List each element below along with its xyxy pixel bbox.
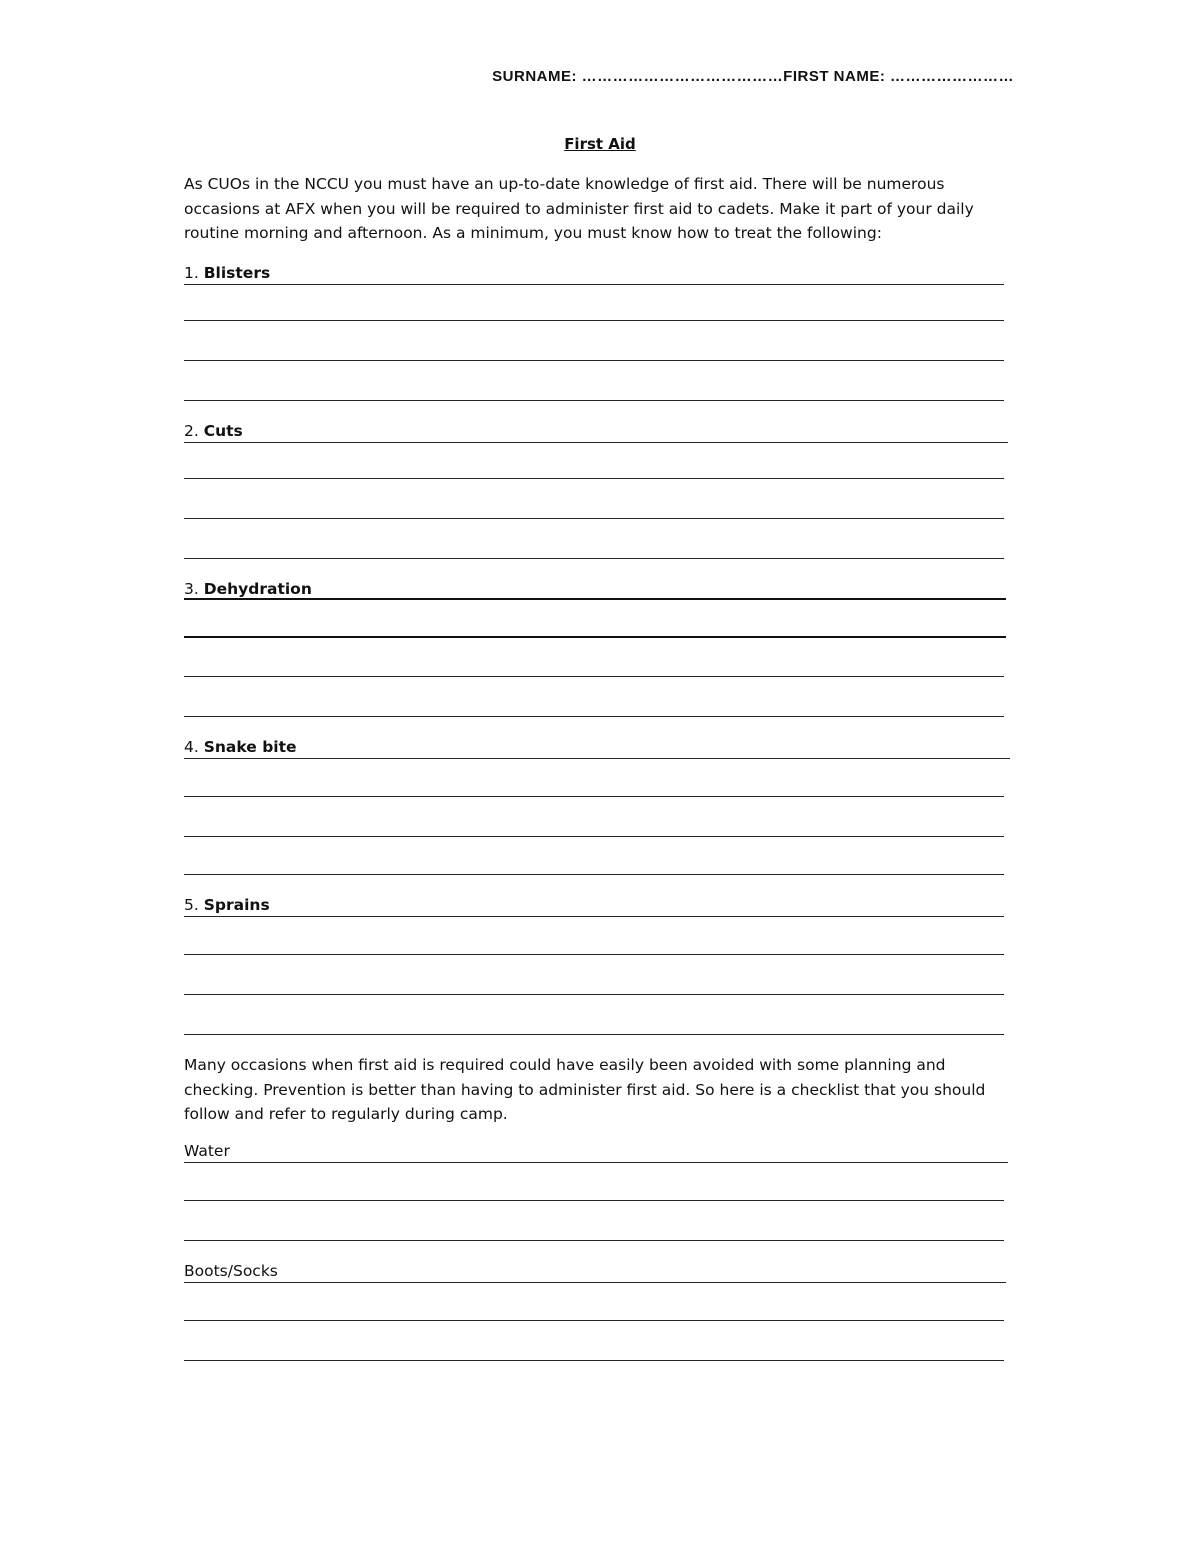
answer-line[interactable]: [184, 400, 1004, 401]
answer-line[interactable]: [184, 716, 1004, 717]
answer-line[interactable]: [184, 954, 1004, 955]
answer-line[interactable]: [184, 478, 1004, 479]
answer-line[interactable]: [184, 320, 1004, 321]
item-label-snake-bite: 4. Snake bite: [184, 738, 303, 756]
name-fields-header: SURNAME: …………………………………FIRST NAME: ……………………: [492, 68, 1014, 85]
item-label-blisters: 1. Blisters: [184, 264, 276, 282]
answer-line[interactable]: [184, 1034, 1004, 1035]
item-label-dehydration: 3. Dehydration: [184, 580, 318, 598]
checklist-label-boots-socks: Boots/Socks: [184, 1262, 284, 1280]
answer-line[interactable]: [184, 284, 1004, 285]
page-title: First Aid: [564, 135, 636, 153]
answer-line[interactable]: [184, 1360, 1004, 1361]
answer-line[interactable]: [184, 796, 1004, 797]
answer-line[interactable]: [184, 1200, 1004, 1201]
answer-line[interactable]: [184, 1282, 1006, 1283]
item-label-cuts: 2. Cuts: [184, 422, 249, 440]
answer-line[interactable]: [184, 758, 1010, 759]
answer-line[interactable]: [184, 598, 1006, 600]
answer-line[interactable]: [184, 442, 1008, 443]
answer-line[interactable]: [184, 836, 1004, 837]
answer-line[interactable]: [184, 1240, 1004, 1241]
checklist-label-water: Water: [184, 1142, 236, 1160]
prevention-paragraph: Many occasions when first aid is required could have easily been avoided with some planning and checking. Prevention is better than having to administer first aid. So here is a checklist that you should follow and refer to regularly during camp.: [184, 1056, 986, 1124]
answer-line[interactable]: [184, 558, 1004, 559]
answer-line[interactable]: [184, 1320, 1004, 1321]
answer-line[interactable]: [184, 994, 1004, 995]
intro-paragraph: As CUOs in the NCCU you must have an up-to-date knowledge of first aid. There will be numerous occasions at AFX when you will be required to administer first aid to cadets. Make it part of your daily routine morning and afternoon. As a minimum, you must know how to treat the following:: [184, 175, 974, 243]
answer-line[interactable]: [184, 360, 1004, 361]
answer-line[interactable]: [184, 1162, 1008, 1163]
answer-line[interactable]: [184, 874, 1004, 875]
answer-line[interactable]: [184, 636, 1006, 638]
answer-line[interactable]: [184, 916, 1004, 917]
answer-line[interactable]: [184, 518, 1004, 519]
item-label-sprains: 5. Sprains: [184, 896, 276, 914]
answer-line[interactable]: [184, 676, 1004, 677]
